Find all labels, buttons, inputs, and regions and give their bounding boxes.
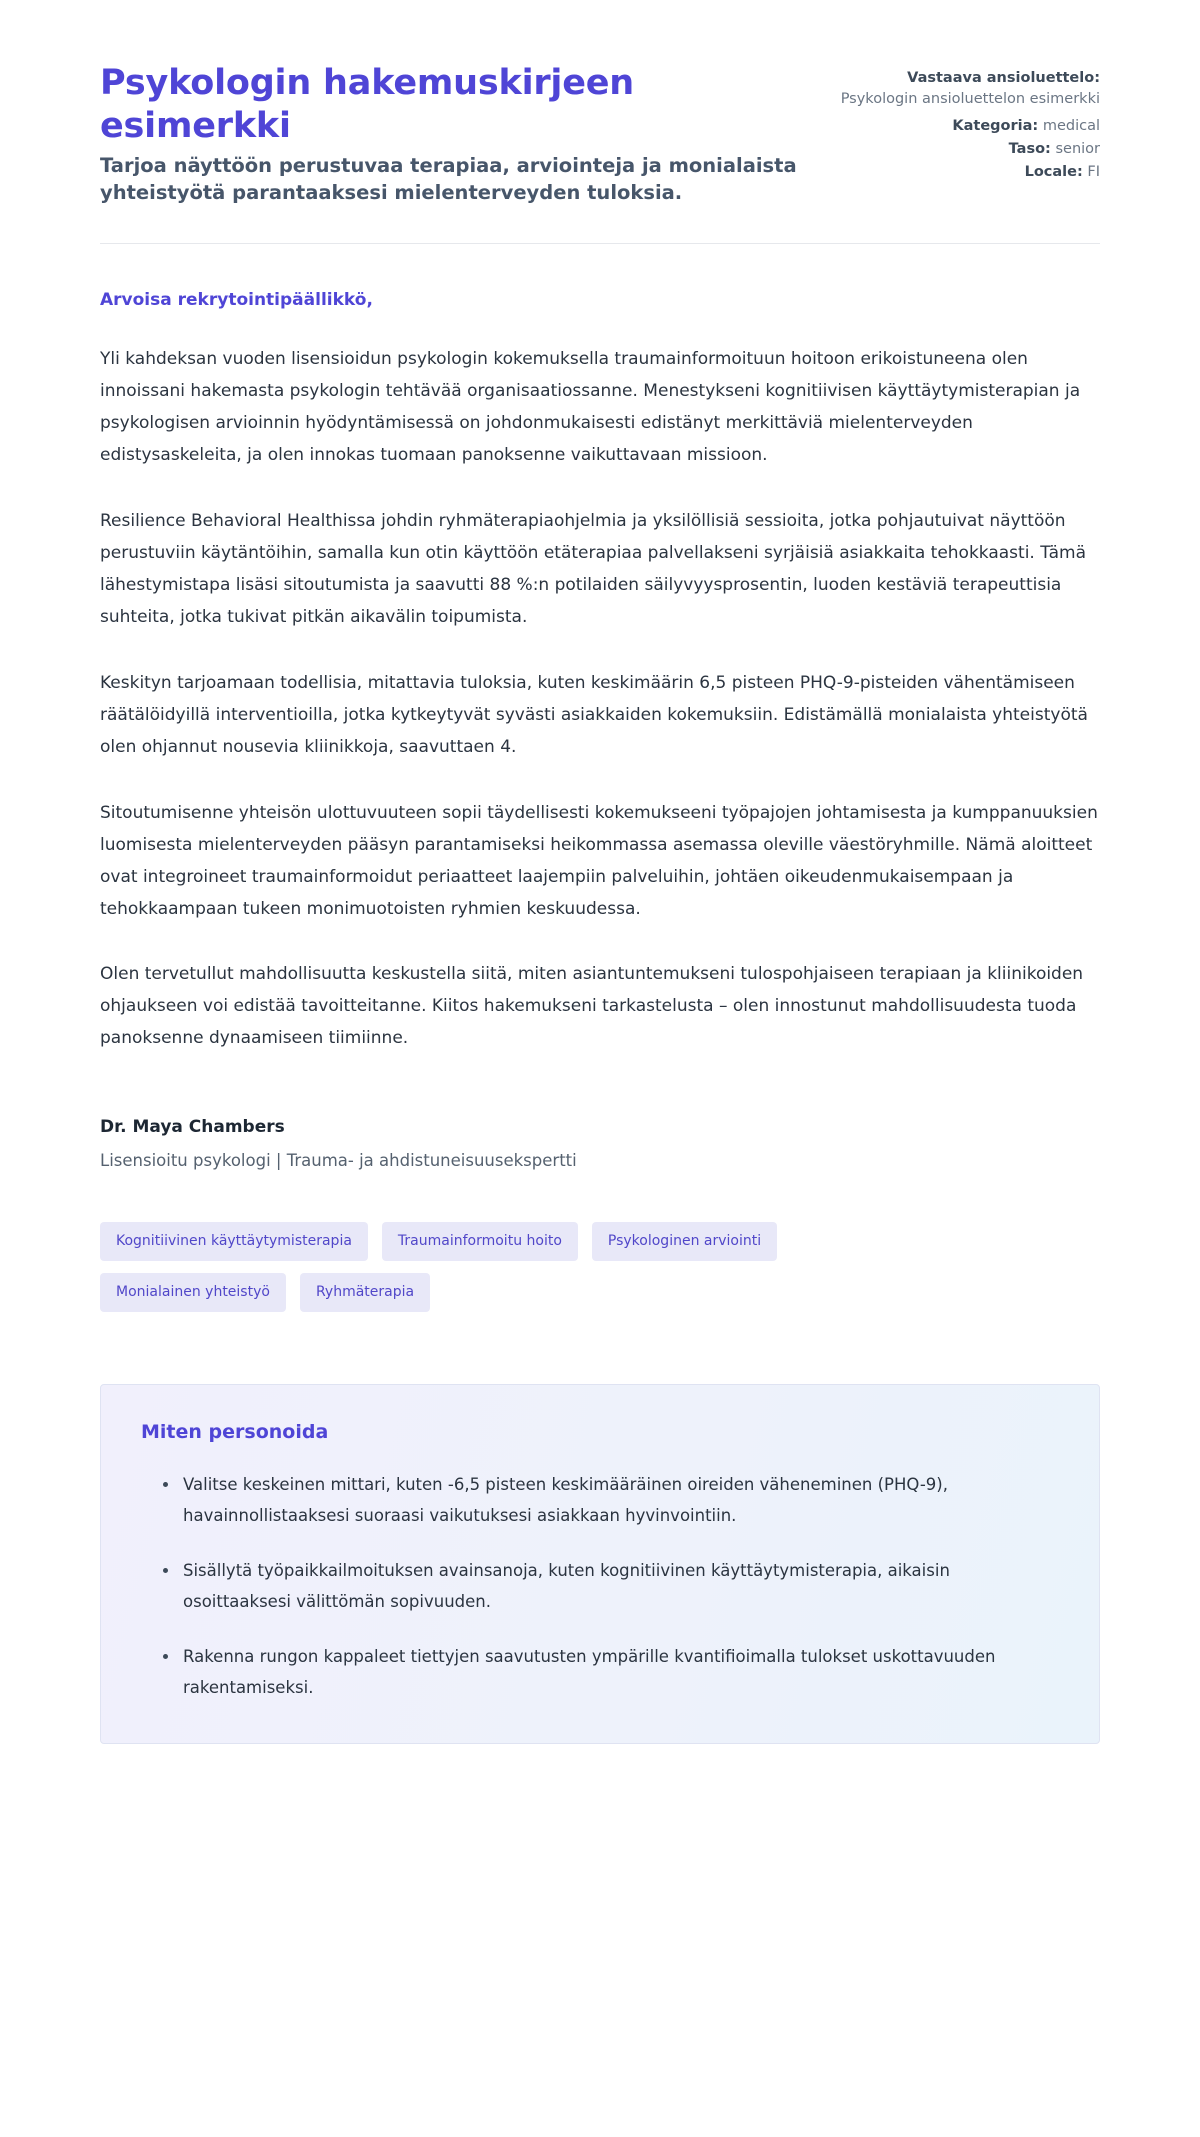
letter-paragraph: Yli kahdeksan vuoden lisensioidun psykologin kokemuksella traumainformoituun hoitoon erikoistuneena olen innoissani hakemasta psykologin tehtävää organisaatiossanne. Menestykseni kognitiivisen käyttäytymisterapian ja psykologisen arvioinnin hyödyntämisessä on johdonmukaisesti edistänyt merkittäviä mielenterveyden edistysaskeleita, ja olen innokas tuomaan panoksenne vaikuttavaan missioon. [100,349,1081,466]
letter-paragraph: Resilience Behavioral Healthissa johdin ryhmäterapiaohjelmia ja yksilöllisiä sessioita, jotka pohjautuivat näyttöön perustuviin käytäntöihin, samalla kun otin käyttöön etäterapiaa palvellakseni syrjäisiä asiakkaita tehokkaasti. Tämä lähestymistapa lisäsi sitoutumista ja saavutti 88 %:n potilaiden säilyvyysprosentin, luoden kestäviä terapeuttisia suhteita, jotka tukivat pitkän aikavälin toipumista. [100,511,1087,627]
signature-name: Dr. Maya Chambers [100,1117,285,1138]
meta-level-label: Taso: [1008,141,1051,158]
meta-category [841,116,1100,137]
meta-locale [841,162,1100,183]
page-subtitle: Tarjoa näyttöön perustuvaa terapiaa, arviointeja ja monialaista yhteistyötä parantaaksesi mielenterveyden tuloksia. [100,154,797,205]
page-title: Psykologin hakemuskirjeen esimerkki [100,63,635,146]
letter-paragraph: Olen tervetullut mahdollisuutta keskustella siitä, miten asiantuntemukseni tulospohjaiseen terapiaan ja kliinikoiden ohjaukseen voi edistää tavoitteitanne. Kiitos hakemukseni tarkastelusta – olen innostunut mahdollisuudesta tuoda panoksenne dynaamiseen tiimiinne. [100,964,1084,1049]
cover-letter-body [100,244,1100,1055]
signature-role: Lisensioitu psykologi | Trauma- ja ahdistuneisuusekspertti [100,1151,577,1171]
header-metadata [841,62,1100,185]
meta-locale-label: Locale: [1024,164,1083,181]
how-to-personalize-callout [100,1384,1100,1744]
tag-chip[interactable]: Ryhmäterapia [300,1273,430,1312]
tag-chip[interactable]: Kognitiivinen käyttäytymisterapia [100,1222,368,1261]
document-header [100,56,1100,207]
meta-related-resume [841,68,1100,110]
meta-locale-value: FI [1087,164,1100,181]
callout-tip-item: Valitse keskeinen mittari, kuten -6,5 pisteen keskimääräinen oireiden väheneminen (PHQ-9), havainnollistaaksesi suoraasi vaikutuksesi asiakkaan hyvinvointiin. [163,1469,1059,1531]
header-title-block [100,62,801,207]
meta-category-value: medical [1042,118,1100,135]
callout-tip-item: Rakenna rungon kappaleet tiettyjen saavutusten ympärille kvantifioimalla tulokset uskottavuuden rakentamiseksi. [163,1641,1059,1703]
meta-related-resume-value: Psykologin ansioluettelon esimerkki [840,91,1100,108]
letter-paragraph: Keskityn tarjoamaan todellisia, mitattavia tuloksia, kuten keskimäärin 6,5 pisteen PHQ-9-pisteiden vähentämiseen räätälöidyillä interventioilla, jotka kytkeytyvät syvästi asiakkaiden kokemuksiin. Edistämällä monialaista yhteistyötä olen ohjannut nousevia kliinikkoja, saavuttaen 4. [100,672,1088,757]
callout-title: Miten personoida [141,1421,329,1444]
meta-level [841,139,1100,160]
letter-paragraph: Sitoutumisenne yhteisön ulottuvuuteen sopii täydellisesti kokemukseeni työpajojen johtamisesta ja kumppanuuksien luomisesta mielenterveyden pääsyn parantamiseksi heikommassa asemassa oleville väestöryhmille. Nämä aloitteet ovat integroineet traumainformoidut periaatteet laajempiin palveluihin, johtäen oikeudenmukaisempaan ja tehokkaampaan tukeen monimuotoisten ryhmien keskuudessa. [100,802,1098,919]
meta-related-resume-label: Vastaava ansioluettelo: [907,70,1100,86]
meta-category-label: Kategoria: [952,118,1039,135]
tag-chip[interactable]: Monialainen yhteistyö [100,1273,286,1312]
tag-chip[interactable]: Psykologinen arviointi [592,1222,777,1261]
callout-tip-item: Sisällytä työpaikkailmoituksen avainsanoja, kuten kognitiivinen käyttäytymisterapia, aikaisin osoittaaksesi välittömän sopivuuden. [163,1555,1059,1617]
signature-block [100,1089,1100,1170]
tag-chip[interactable]: Traumainformoitu hoito [382,1222,578,1261]
letter-salutation: Arvoisa rekrytointipäällikkö, [100,290,373,311]
tag-list [100,1170,960,1312]
meta-level-value: senior [1055,141,1100,158]
callout-tip-list [141,1469,1059,1703]
